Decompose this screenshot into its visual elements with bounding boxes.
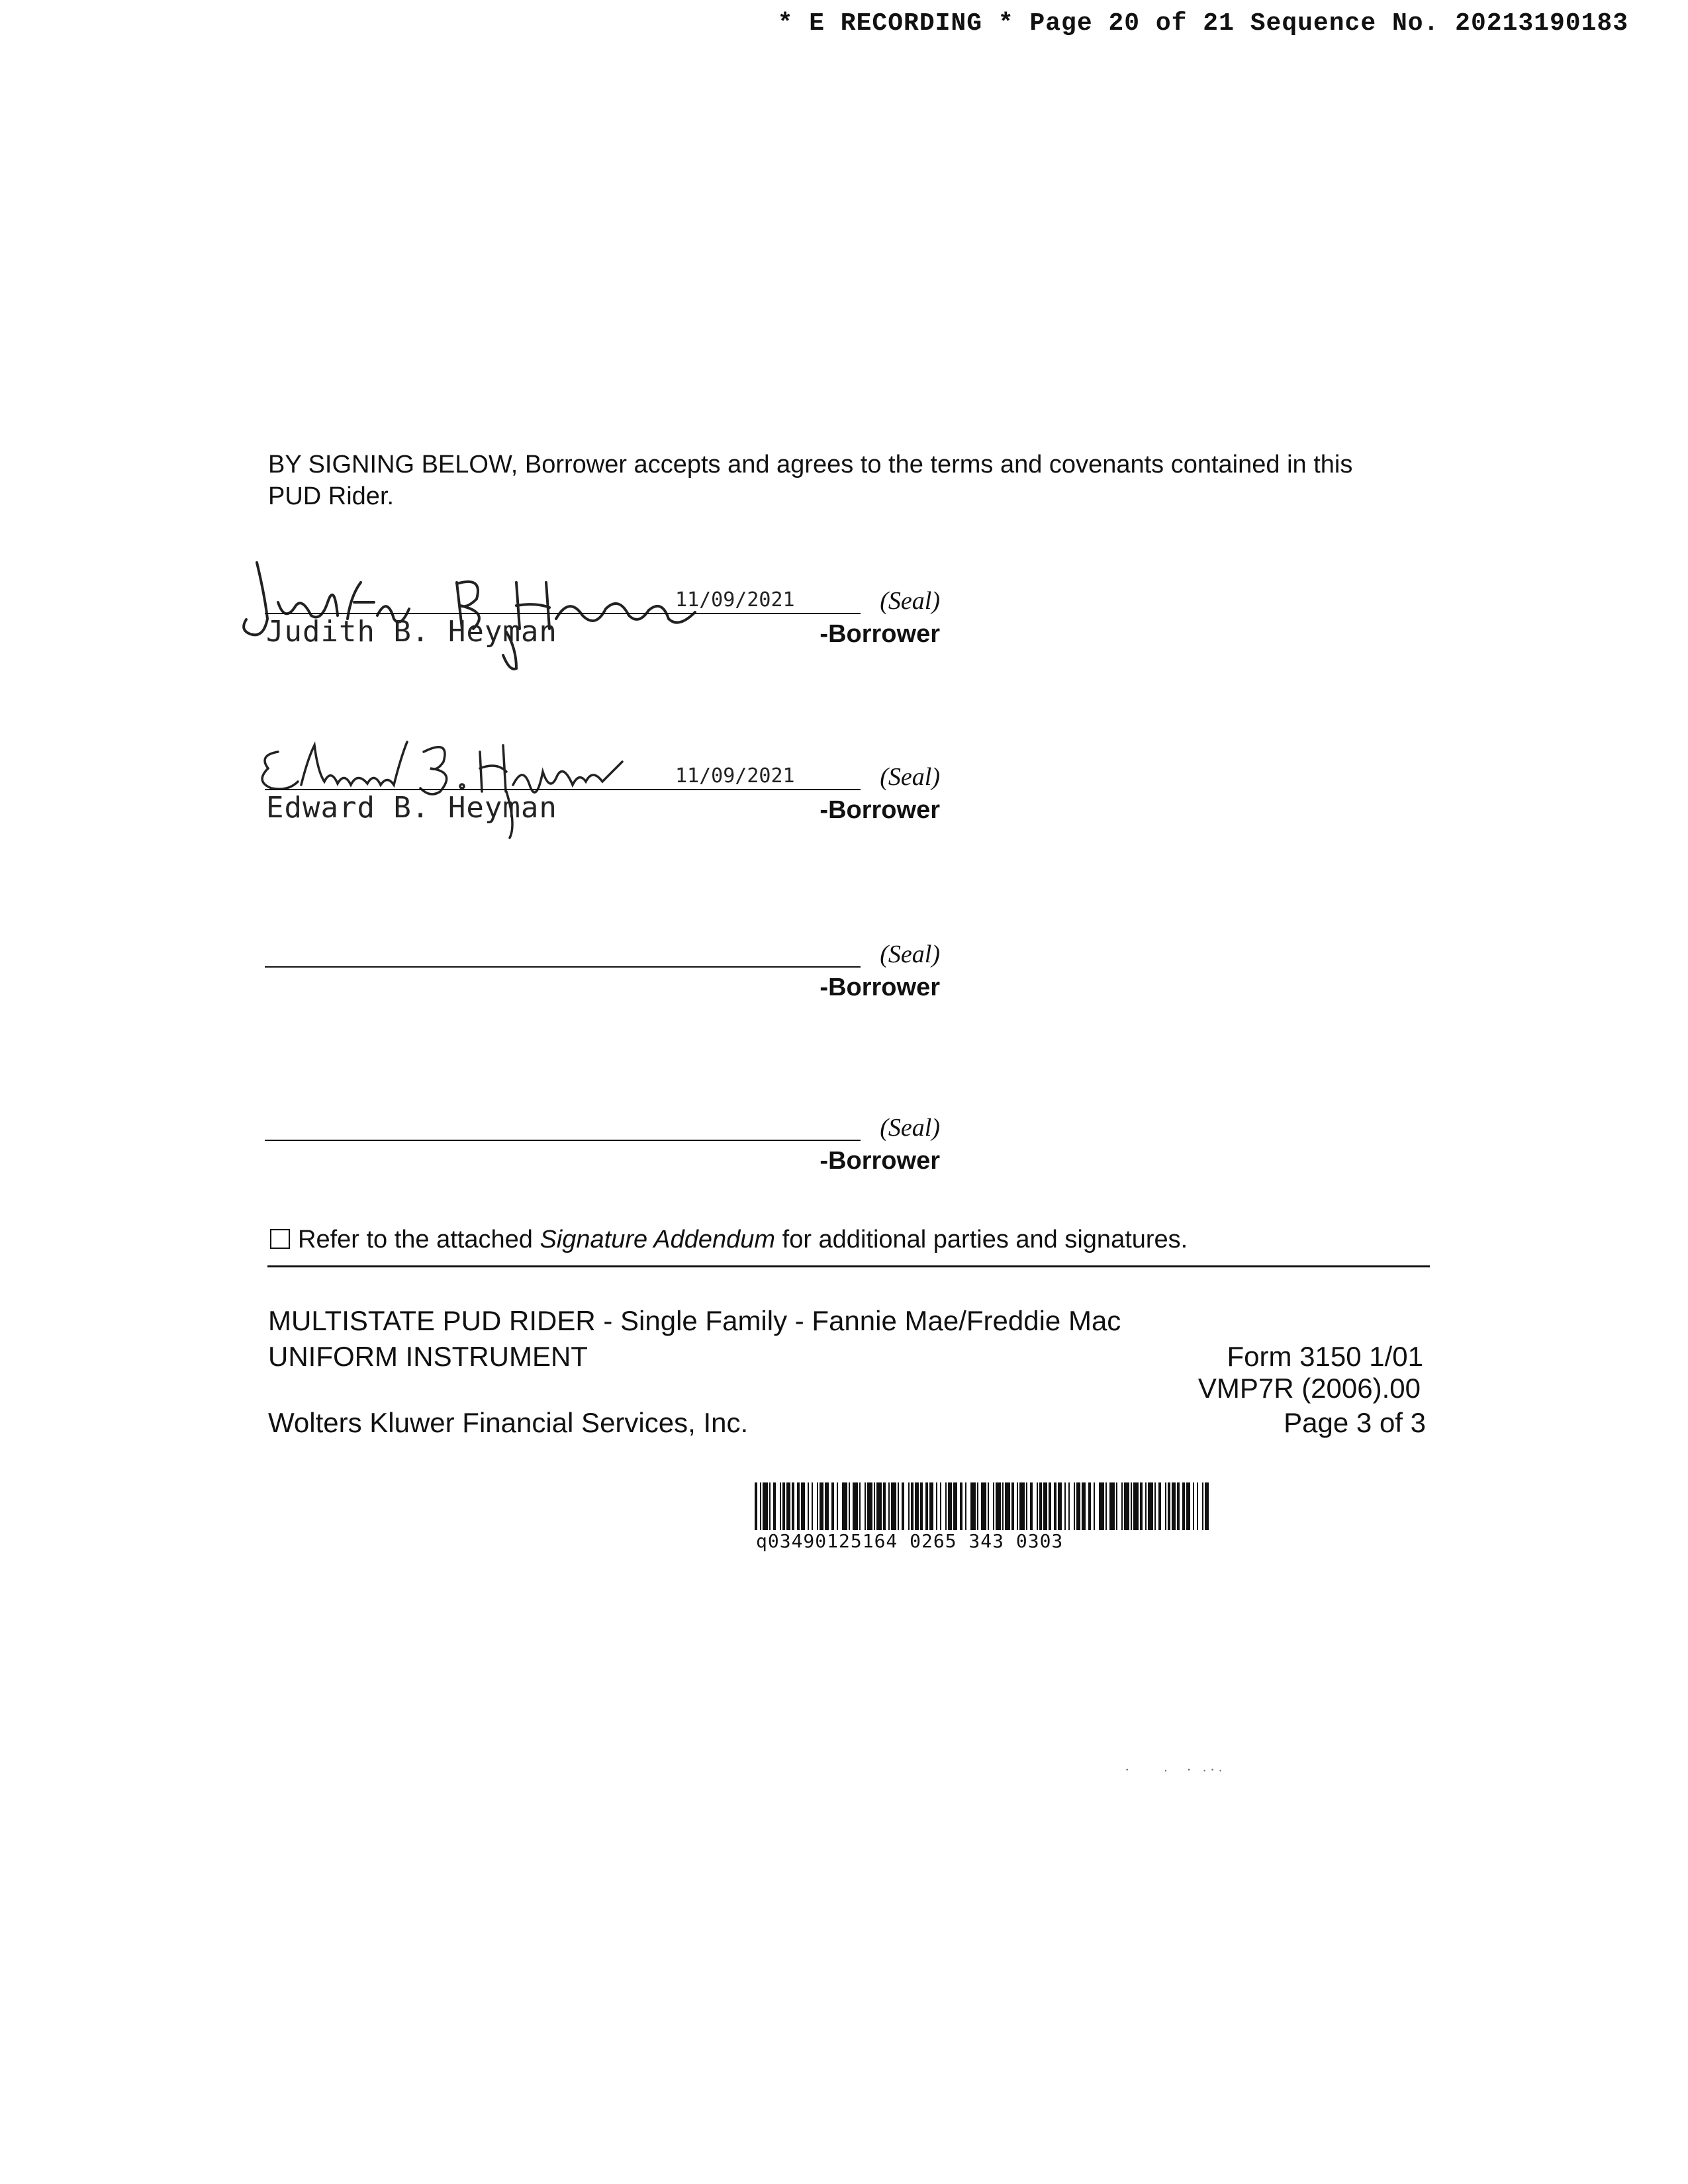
borrower-name: Edward B. Heyman [266, 791, 557, 825]
footer-divider [267, 1265, 1430, 1267]
signature-block-3 [265, 916, 940, 1009]
barcode [755, 1482, 1211, 1530]
signature-date: 11/09/2021 [675, 764, 795, 788]
page-indicator: Page 3 of 3 [1284, 1407, 1426, 1438]
addendum-checkbox[interactable] [270, 1229, 290, 1249]
form-title-line2: UNIFORM INSTRUMENT [268, 1341, 588, 1372]
form-title-line1: MULTISTATE PUD RIDER - Single Family - Fannie Mae/Freddie Mac [268, 1305, 1121, 1336]
handwritten-signature-judith [238, 556, 755, 668]
seal-label: (Seal) [880, 763, 940, 791]
recording-stamp: * E RECORDING * Page 20 of 21 Sequence No. 20213190183 [777, 9, 1628, 38]
borrower-name: Judith B. Heyman [266, 615, 557, 649]
addendum-emphasis: Signature Addendum [539, 1226, 776, 1253]
form-number: Form 3150 1/01 [1227, 1341, 1423, 1372]
barcode-number: q03490125164 0265 343 0303 [756, 1530, 1064, 1552]
signature-date: 11/09/2021 [675, 588, 795, 612]
scan-artifacts: ⸱ · ⸱ ·⸱· [1125, 1763, 1227, 1778]
addendum-prefix: Refer to the attached [298, 1226, 540, 1253]
seal-label: (Seal) [880, 587, 940, 615]
borrower-label: -Borrower [820, 620, 940, 648]
borrower-label: -Borrower [820, 796, 940, 824]
addendum-suffix: for additional parties and signatures. [775, 1226, 1188, 1253]
publisher: Wolters Kluwer Financial Services, Inc. [268, 1407, 749, 1438]
seal-label: (Seal) [880, 1114, 940, 1142]
signature-block-2 [265, 739, 940, 831]
vmp-code: VMP7R (2006).00 [1197, 1373, 1421, 1404]
signing-statement: BY SIGNING BELOW, Borrower accepts and agrees to the terms and covenants contained in this PUD Rider. [268, 451, 1353, 510]
seal-label: (Seal) [880, 940, 940, 968]
borrower-label: -Borrower [820, 974, 940, 1001]
signature-block-1 [265, 563, 940, 655]
signature-addendum-note [270, 1226, 1188, 1254]
borrower-label: -Borrower [820, 1147, 940, 1175]
signature-block-4 [265, 1089, 940, 1182]
